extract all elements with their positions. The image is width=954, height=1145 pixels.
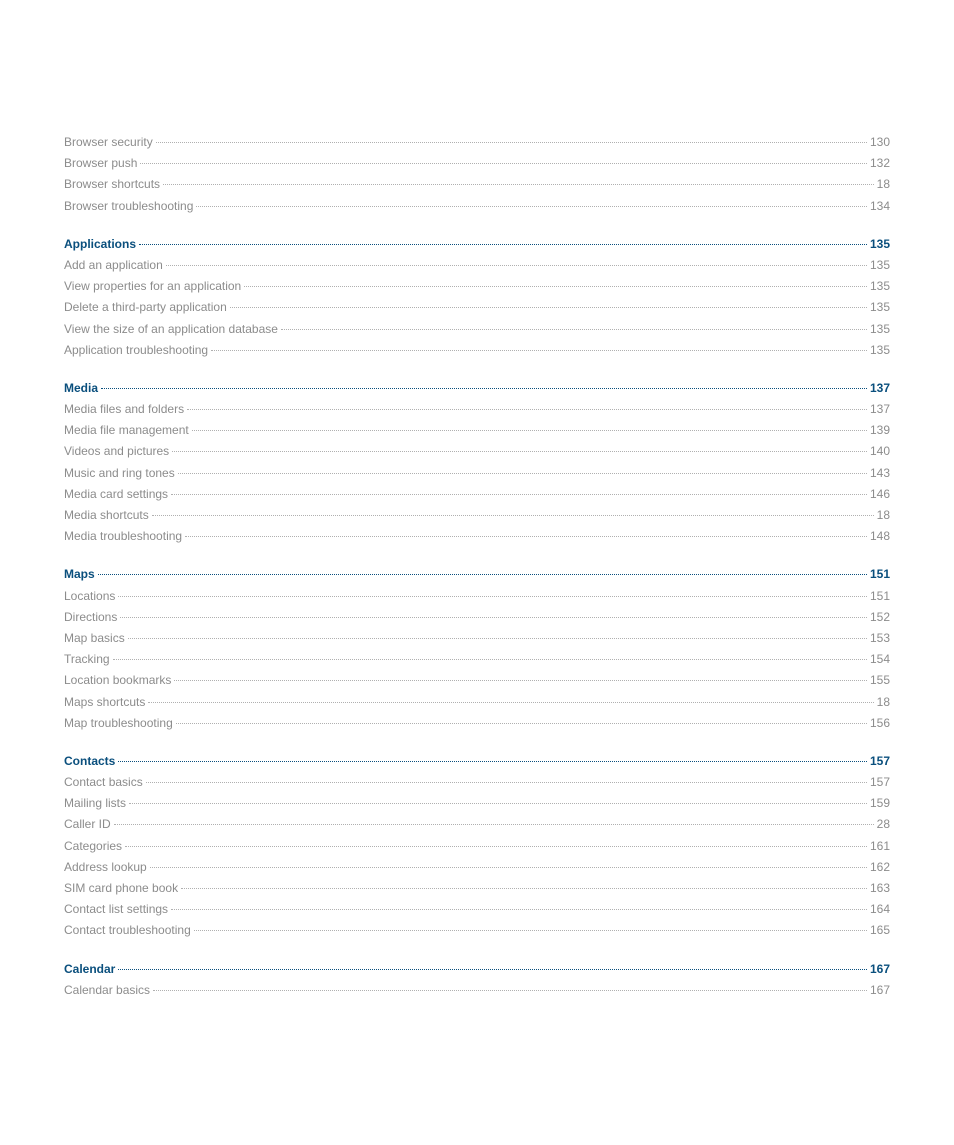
toc-entry[interactable] (64, 878, 890, 899)
toc-entry[interactable] (64, 793, 890, 814)
toc-entry-title: Media shortcuts (64, 508, 149, 522)
dot-leader (139, 244, 867, 245)
dot-leader (146, 782, 867, 783)
toc-entry-page-number: 18 (876, 694, 890, 709)
toc-entry-title: Media file management (64, 423, 189, 438)
dot-leader (150, 867, 867, 868)
toc-heading-title: Maps (64, 567, 95, 582)
toc-entry[interactable] (64, 526, 890, 547)
dot-leader (171, 909, 867, 910)
dot-leader (101, 388, 867, 389)
toc-entry-title: Contact troubleshooting (64, 923, 191, 938)
toc-entry-title: Maps shortcuts (64, 694, 146, 709)
toc-entry[interactable] (64, 857, 890, 878)
toc-entry-page-number: 135 (869, 321, 890, 336)
dot-leader (156, 142, 867, 143)
toc-entry[interactable] (64, 255, 890, 276)
toc-entry[interactable] (64, 399, 890, 420)
toc-heading-page-number: 151 (869, 567, 890, 582)
toc-heading-title: Applications (64, 236, 137, 251)
toc-entry[interactable] (64, 692, 890, 713)
toc-entry[interactable] (64, 607, 890, 628)
toc-entry[interactable] (64, 586, 890, 607)
dot-leader (196, 206, 867, 207)
toc-entry-page-number: 162 (869, 859, 890, 874)
toc-entry-page-number: 165 (869, 923, 890, 938)
toc-entry-page-number: 18 (876, 177, 890, 192)
toc-entry-title: Delete a third-party application (64, 300, 227, 315)
dot-leader (211, 350, 867, 351)
toc-entry[interactable] (64, 772, 890, 793)
dot-leader (178, 473, 867, 474)
dot-leader (185, 536, 867, 537)
dot-leader (152, 515, 874, 516)
dot-leader (192, 430, 867, 431)
dot-leader (176, 723, 867, 724)
dot-leader (125, 846, 867, 847)
toc-heading[interactable] (64, 751, 890, 772)
dot-leader (281, 329, 867, 330)
toc-entry-page-number: 155 (869, 673, 890, 688)
toc-entry-title: Contact list settings (64, 902, 169, 917)
toc-entry-page-number: 137 (869, 402, 890, 417)
toc-entry-page-number: 18 (876, 508, 890, 522)
toc-entry-page-number: 135 (869, 342, 890, 357)
section-spacer (64, 942, 890, 959)
toc-entry[interactable] (64, 319, 890, 340)
section-spacer (64, 217, 890, 234)
toc-entry-title: Application troubleshooting (64, 342, 209, 357)
toc-entry[interactable] (64, 836, 890, 857)
toc-entry-title: Categories (64, 838, 123, 853)
toc-entry-title: Map basics (64, 630, 125, 645)
dot-leader (118, 596, 867, 597)
toc-entry[interactable] (64, 441, 890, 462)
dot-leader (98, 574, 867, 575)
toc-entry[interactable] (64, 649, 890, 670)
toc-entry-title: Videos and pictures (64, 444, 170, 459)
toc-entry-page-number: 134 (869, 198, 890, 213)
toc-heading-title: Media (64, 380, 99, 395)
toc-entry-page-number: 146 (869, 486, 890, 501)
toc-entry-title: Caller ID (64, 817, 111, 832)
toc-entry[interactable] (64, 196, 890, 217)
toc-entry[interactable] (64, 132, 890, 153)
toc-entry[interactable] (64, 713, 890, 734)
toc-heading[interactable] (64, 234, 890, 255)
toc-entry-title: Media files and folders (64, 402, 185, 417)
toc-entry-page-number: 167 (869, 982, 890, 997)
toc-entry-title: Address lookup (64, 859, 147, 874)
toc-entry-title: Media troubleshooting (64, 529, 183, 544)
toc-entry[interactable] (64, 420, 890, 441)
toc-entry-page-number: 135 (869, 300, 890, 315)
toc-entry[interactable] (64, 899, 890, 920)
toc-entry-title: Music and ring tones (64, 465, 175, 480)
toc-entry[interactable] (64, 340, 890, 361)
toc-entry-title: Browser troubleshooting (64, 198, 194, 213)
toc-entry-page-number: 163 (869, 881, 890, 895)
toc-entry-title: View properties for an application (64, 279, 242, 294)
toc-entry-page-number: 143 (869, 465, 890, 480)
dot-leader (174, 680, 867, 681)
toc-entry-title: Mailing lists (64, 796, 127, 811)
toc-entry[interactable] (64, 628, 890, 649)
toc-entry-title: Browser security (64, 135, 153, 149)
toc-entry-page-number: 148 (869, 529, 890, 544)
toc-entry-title: Media card settings (64, 486, 169, 501)
dot-leader (244, 286, 867, 287)
toc-heading[interactable] (64, 564, 890, 585)
toc-entry-page-number: 154 (869, 652, 890, 667)
toc-entry[interactable] (64, 670, 890, 691)
toc-entry-page-number: 164 (869, 902, 890, 917)
toc-entry-title: Location bookmarks (64, 673, 172, 688)
toc-entry-title: Tracking (64, 652, 110, 667)
toc-entry-title: SIM card phone book (64, 881, 179, 895)
toc-entry-page-number: 161 (869, 838, 890, 853)
toc-heading-page-number: 167 (869, 961, 890, 976)
toc-entry-page-number: 139 (869, 423, 890, 438)
toc-heading[interactable] (64, 378, 890, 399)
dot-leader (118, 969, 867, 970)
dot-leader (172, 451, 867, 452)
toc-heading-page-number: 157 (869, 753, 890, 768)
dot-leader (230, 307, 867, 308)
toc-entry[interactable] (64, 297, 890, 318)
toc-entry[interactable] (64, 174, 890, 195)
toc-entry[interactable] (64, 276, 890, 297)
dot-leader (113, 659, 867, 660)
toc-entry-page-number: 135 (869, 257, 890, 272)
dot-leader (140, 163, 867, 164)
section-spacer (64, 734, 890, 751)
toc-entry-page-number: 159 (869, 796, 890, 811)
toc-entry[interactable] (64, 814, 890, 835)
dot-leader (118, 761, 867, 762)
dot-leader (187, 409, 867, 410)
toc-heading-title: Contacts (64, 753, 116, 768)
toc-entry-title: Calendar basics (64, 982, 151, 997)
toc-entry-page-number: 132 (869, 156, 890, 171)
dot-leader (129, 803, 867, 804)
dot-leader (166, 265, 867, 266)
dot-leader (128, 638, 867, 639)
toc-entry-page-number: 151 (869, 588, 890, 603)
toc-entry[interactable] (64, 463, 890, 484)
dot-leader (153, 990, 867, 991)
dot-leader (194, 930, 867, 931)
toc-entry-page-number: 152 (869, 609, 890, 624)
toc-entry-page-number: 135 (869, 279, 890, 294)
toc-entry[interactable] (64, 980, 890, 1001)
toc-entry-title: Map troubleshooting (64, 715, 173, 730)
dot-leader (171, 494, 867, 495)
toc-heading-page-number: 137 (869, 380, 890, 395)
section-spacer (64, 361, 890, 378)
table-of-contents (64, 132, 890, 1001)
dot-leader (114, 824, 874, 825)
toc-entry-title: Contact basics (64, 775, 143, 790)
toc-entry-page-number: 28 (876, 817, 890, 832)
toc-entry[interactable] (64, 484, 890, 505)
section-spacer (64, 547, 890, 564)
toc-entry-title: Browser shortcuts (64, 177, 161, 192)
toc-entry[interactable] (64, 153, 890, 174)
toc-entry-title: Locations (64, 588, 116, 603)
toc-entry-page-number: 156 (869, 715, 890, 730)
dot-leader (163, 184, 874, 185)
dot-leader (148, 702, 873, 703)
dot-leader (181, 888, 867, 889)
toc-entry-title: Add an application (64, 257, 163, 272)
toc-entry-page-number: 153 (869, 630, 890, 645)
toc-entry[interactable] (64, 505, 890, 526)
toc-heading-page-number: 135 (869, 236, 890, 251)
toc-heading[interactable] (64, 959, 890, 980)
toc-heading-title: Calendar (64, 961, 116, 976)
toc-entry-title: Browser push (64, 156, 138, 171)
toc-entry[interactable] (64, 920, 890, 941)
toc-entry-title: View the size of an application database (64, 321, 278, 336)
dot-leader (120, 617, 867, 618)
toc-entry-page-number: 140 (869, 444, 890, 459)
toc-entry-page-number: 157 (869, 775, 890, 790)
toc-entry-page-number: 130 (869, 135, 890, 149)
toc-entry-title: Directions (64, 609, 118, 624)
